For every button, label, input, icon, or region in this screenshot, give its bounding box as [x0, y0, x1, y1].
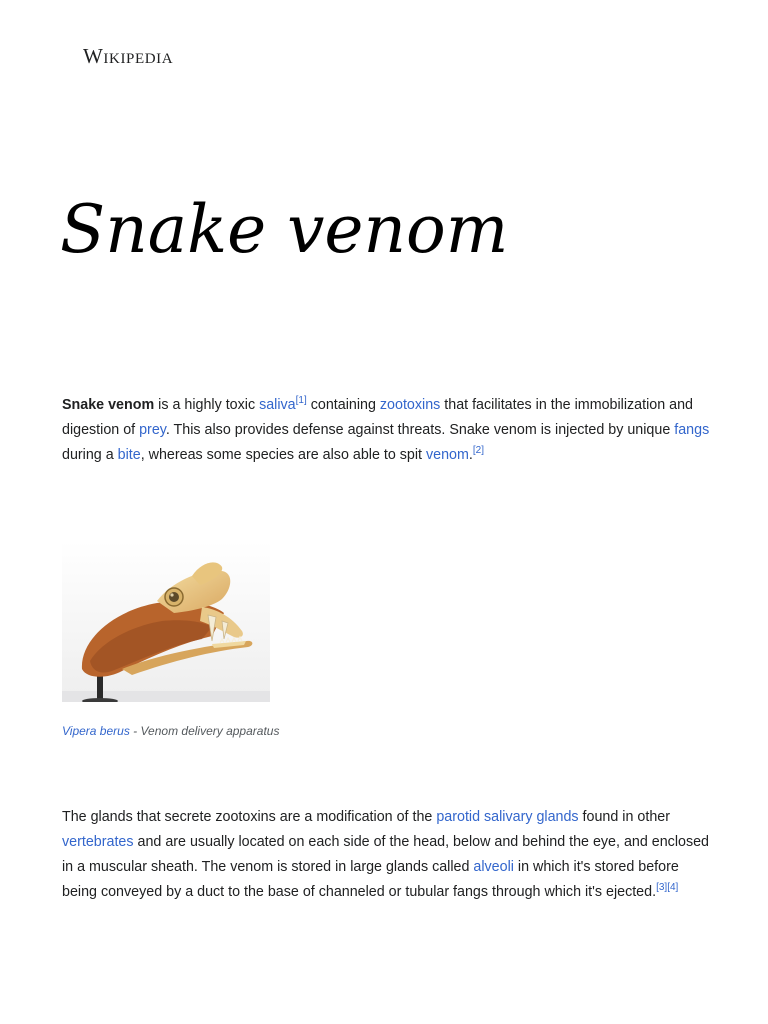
text-run: The glands that secrete zootoxins are a modification of the	[62, 809, 437, 825]
link-vipera-berus[interactable]: Vipera berus	[62, 724, 130, 738]
text-run: and are usually located on each side of the head, below and behind the eye, and enclosed in a muscular sheath. The venom is stored in large glands called	[62, 834, 710, 875]
link-venom[interactable]: venom	[426, 447, 469, 463]
link-alveoli[interactable]: alveoli	[473, 859, 514, 875]
text-run: that facilitates in the immobilization and digestion of	[62, 397, 694, 438]
text-run: in which it's stored before being conveyed by a duct to the base of channeled or tubular fangs through which it's ejected.	[62, 859, 679, 900]
intro-paragraph	[62, 393, 712, 468]
ref-3[interactable]: [3]	[656, 882, 668, 894]
text-run: found in other	[578, 809, 670, 825]
link-bite[interactable]: bite	[117, 447, 141, 463]
wikipedia-wordmark[interactable]: Wikipedia	[83, 44, 174, 68]
ref-2[interactable]: [2]	[472, 445, 485, 457]
link-vertebrates[interactable]: vertebrates	[62, 834, 134, 850]
link-parotid-salivary-glands[interactable]: parotid salivary glands	[436, 809, 579, 825]
text-run: containing	[306, 397, 380, 413]
ref-4[interactable]: [4]	[667, 882, 679, 894]
text-run: is a highly toxic	[154, 397, 260, 413]
link-prey[interactable]: prey	[139, 422, 166, 438]
bold-lead: Snake venom	[62, 397, 155, 413]
snake-skull-image[interactable]	[62, 541, 270, 702]
body-paragraph	[62, 805, 712, 905]
text-run: . This also provides defense against threats. Snake venom is injected by unique	[165, 422, 675, 438]
figure-caption	[62, 724, 279, 738]
caption-text: - Venom delivery apparatus	[129, 724, 280, 738]
text-run: .	[468, 447, 473, 463]
link-saliva[interactable]: saliva	[259, 397, 296, 413]
snake-skull-illustration	[62, 541, 270, 702]
text-run: during a	[62, 447, 118, 463]
page-title: Snake venom	[60, 191, 509, 268]
ref-1[interactable]: [1]	[295, 395, 307, 407]
text-run: , whereas some species are also able to spit	[140, 447, 426, 463]
link-fangs[interactable]: fangs	[674, 422, 710, 438]
link-zootoxins[interactable]: zootoxins	[379, 397, 441, 413]
